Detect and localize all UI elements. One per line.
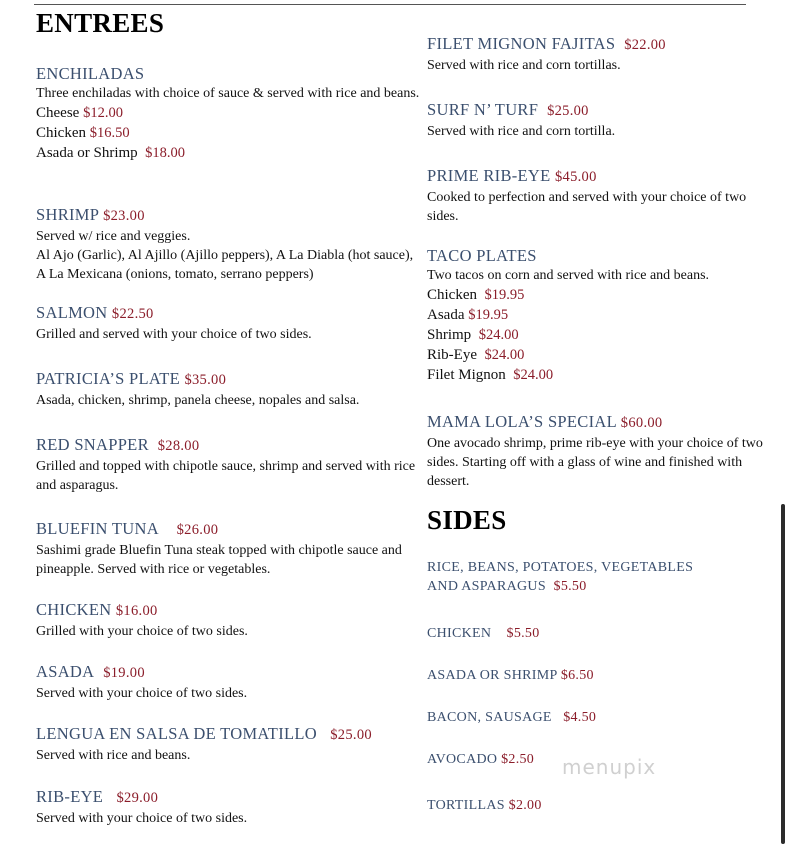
item-desc: Grilled with your choice of two sides. [36, 624, 248, 639]
item-desc: One avocado shrimp, prime rib-eye with your choice of two sides. Starting off with a glass of wine and finished with dessert. [427, 436, 763, 489]
menu-item-shrimp [36, 204, 421, 284]
side-item: RICE, BEANS, POTATOES, VEGETABLES AND ASPARAGUS $5.50 [427, 560, 694, 594]
top-rule [34, 4, 746, 5]
item-option: Asada $19.95 [427, 307, 509, 323]
side-item: TORTILLAS $2.00 [427, 798, 542, 813]
item-option: Chicken $19.95 [427, 287, 525, 303]
menu-item-asada [36, 661, 421, 703]
menu-item-mama-lolas-special [427, 411, 767, 491]
item-option: Chicken $16.50 [36, 125, 130, 141]
scrollbar-thumb[interactable] [781, 504, 785, 844]
side-item: AVOCADO $2.50 [427, 752, 535, 767]
item-name: CHICKEN $16.00 [36, 600, 158, 619]
item-option: Cheese $12.00 [36, 105, 123, 121]
item-name: SURF N’ TURF $25.00 [427, 100, 589, 119]
menupix-watermark: menupix [562, 755, 657, 779]
item-name: FILET MIGNON FAJITAS $22.00 [427, 34, 666, 53]
item-desc: Al Ajo (Garlic), Al Ajillo (Ajillo peppers), A La Diabla (hot sauce), A La Mexicana (onions, tomato, serrano peppers) [36, 248, 414, 282]
item-desc: Three enchiladas with choice of sauce & served with rice and beans. [36, 86, 420, 101]
menu-item-patricias-plate [36, 368, 421, 410]
item-desc: Served with your choice of two sides. [36, 811, 248, 826]
menu-item-salmon [36, 302, 421, 344]
menu-item-lengua [36, 723, 421, 765]
item-option: Shrimp $24.00 [427, 327, 519, 343]
item-desc: Two tacos on corn and served with rice and beans. [427, 268, 710, 283]
menu-item-rib-eye [36, 786, 421, 828]
menu-item-prime-rib-eye [427, 165, 767, 226]
item-desc: Asada, chicken, shrimp, panela cheese, nopales and salsa. [36, 393, 360, 408]
item-desc: Served with your choice of two sides. [36, 686, 248, 701]
item-name: BLUEFIN TUNA $26.00 [36, 519, 219, 538]
item-desc: Served with rice and beans. [36, 748, 191, 763]
menu-item-surf-n-turf [427, 99, 767, 141]
item-name: MAMA LOLA’S SPECIAL $60.00 [427, 412, 663, 431]
side-item: BACON, SAUSAGE $4.50 [427, 710, 597, 725]
menu-item-red-snapper [36, 434, 421, 495]
item-desc: Grilled and topped with chipotle sauce, shrimp and served with rice and asparagus. [36, 459, 416, 493]
item-name: RED SNAPPER $28.00 [36, 435, 200, 454]
item-name: LENGUA EN SALSA DE TOMATILLO $25.00 [36, 724, 372, 743]
menu-item-enchiladas [36, 63, 421, 163]
side-item: CHICKEN $5.50 [427, 626, 540, 641]
item-option: Rib-Eye $24.00 [427, 347, 525, 363]
item-desc: Served with rice and corn tortilla. [427, 124, 616, 139]
item-name: ASADA $19.00 [36, 662, 145, 681]
menu-item-bluefin-tuna [36, 518, 421, 579]
item-name: SALMON $22.50 [36, 303, 154, 322]
item-desc: Grilled and served with your choice of two sides. [36, 327, 312, 342]
item-option: Asada or Shrimp $18.00 [36, 145, 186, 161]
item-name: PRIME RIB-EYE $45.00 [427, 166, 597, 185]
item-desc: Sashimi grade Bluefin Tuna steak topped with chipotle sauce and pineapple. Served with rice or vegetables. [36, 543, 402, 577]
item-desc: Served w/ rice and veggies. [36, 229, 191, 244]
sides-heading: SIDES [427, 505, 507, 535]
side-item: ASADA OR SHRIMP $6.50 [427, 668, 594, 683]
item-name: TACO PLATES [427, 246, 537, 265]
menu-item-taco-plates [427, 245, 767, 385]
entrees-heading: ENTREES [36, 8, 165, 38]
item-desc: Served with rice and corn tortillas. [427, 58, 621, 73]
item-name: ENCHILADAS [36, 64, 145, 83]
item-desc: Cooked to perfection and served with your choice of two sides. [427, 190, 747, 224]
menu-item-filet-mignon-fajitas [427, 33, 767, 75]
item-option: Filet Mignon $24.00 [427, 367, 554, 383]
item-name: SHRIMP $23.00 [36, 205, 145, 224]
item-name: RIB-EYE $29.00 [36, 787, 159, 806]
item-name: PATRICIA’S PLATE $35.00 [36, 369, 227, 388]
menu-item-chicken [36, 599, 421, 641]
